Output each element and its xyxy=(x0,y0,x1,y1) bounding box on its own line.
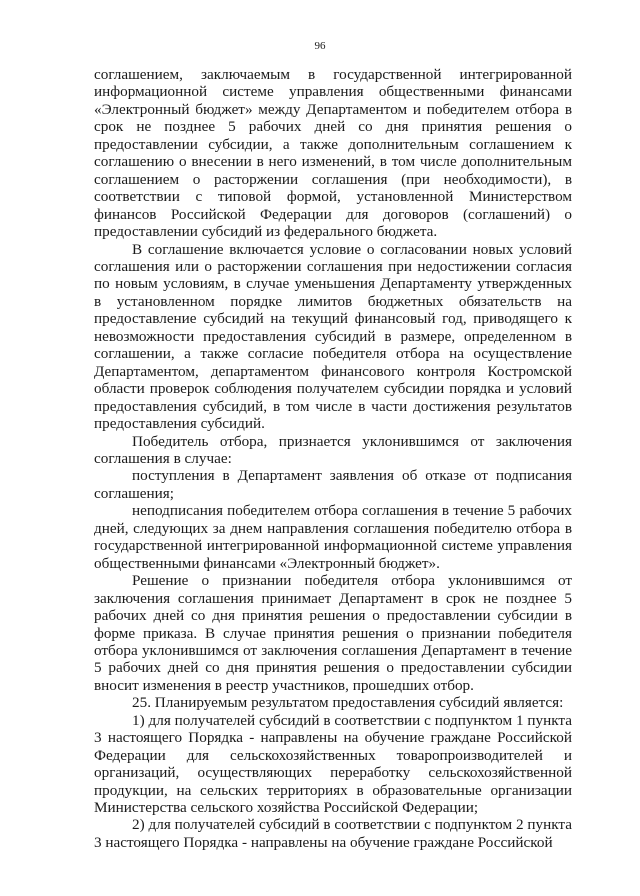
paragraph-agreement-conditions: В соглашение включается условие о согласовании новых условий соглашения или о расторжении соглашения при недостижении согласия по новым условиям, в случае уменьшения Департаменту утвержденных в установленном порядке лимитов бюджетных обязательств на предоставление субсидий на текущий финансовый год, приводящего к невозможности предоставления субсидий в размере, определенном в соглашении, а также согласие победителя отбора на осуществление Департаментом, департаментом финансового контроля Костромской области проверок соблюдения получателем субсидии порядка и условий предоставления субсидий, в том числе в части достижения результатов предоставления субсидий. xyxy=(94,240,572,433)
paragraph-agreement-continuation: соглашением, заключаемым в государственной интегрированной информационной системе управления общественными финансами «Электронный бюджет» между Департаментом и победителем отбора в срок не позднее 5 рабочих дней со дня принятия решения о предоставлении субсидии, а также дополнительным соглашением к соглашению о внесении в него изменений, в том числе дополнительным соглашением о расторжении соглашения (при необходимости), в соответствии с типовой формой, установленной Министерством финансов Российской Федерации для договоров (соглашений) о предоставлении субсидий из федерального бюджета. xyxy=(94,66,572,241)
paragraph-evasion-case-refusal: поступления в Департамент заявления об отказе от подписания соглашения; xyxy=(94,467,572,502)
page-number: 96 xyxy=(314,40,326,52)
paragraph-evasion-decision: Решение о признании победителя отбора уклонившимся от заключения соглашения принимает Департамент в срок не позднее 5 рабочих дней со дня принятия решения о предоставлении субсидии в форме приказа. В случае принятия решения о признании победителя отбора уклонившимся от заключения соглашения Департамент в течение 5 рабочих дней со дня принятия решения о предоставлении субсидии вносит изменения в реестр участников, прошедших отбор. xyxy=(94,572,572,694)
document-body xyxy=(94,66,572,851)
paragraph-evasion-case-nonsigning: неподписания победителем отбора соглашения в течение 5 рабочих дней, следующих за днем направления соглашения победителю отбора в государственной интегрированной информационной системе управления общественными финансами «Электронный бюджет». xyxy=(94,502,572,572)
paragraph-item-25: 25. Планируемым результатом предоставления субсидий является: xyxy=(132,694,564,712)
paragraph-evasion-intro: Победитель отбора, признается уклонившимся от заключения соглашения в случае: xyxy=(94,432,572,467)
paragraph-result-2: 2) для получателей субсидий в соответствии с подпунктом 2 пункта 3 настоящего Порядка - направлены на обучение граждане Российской xyxy=(94,816,572,851)
paragraph-result-1: 1) для получателей субсидий в соответствии с подпунктом 1 пункта 3 настоящего Порядка - направлены на обучение граждане Российской Федерации для сельскохозяйственных товаропроизводителей и организаций, осуществляющих переработку сельскохозяйственной продукции, на сельских территориях в образовательные организации Министерства сельского хозяйства Российской Федерации; xyxy=(94,711,572,817)
